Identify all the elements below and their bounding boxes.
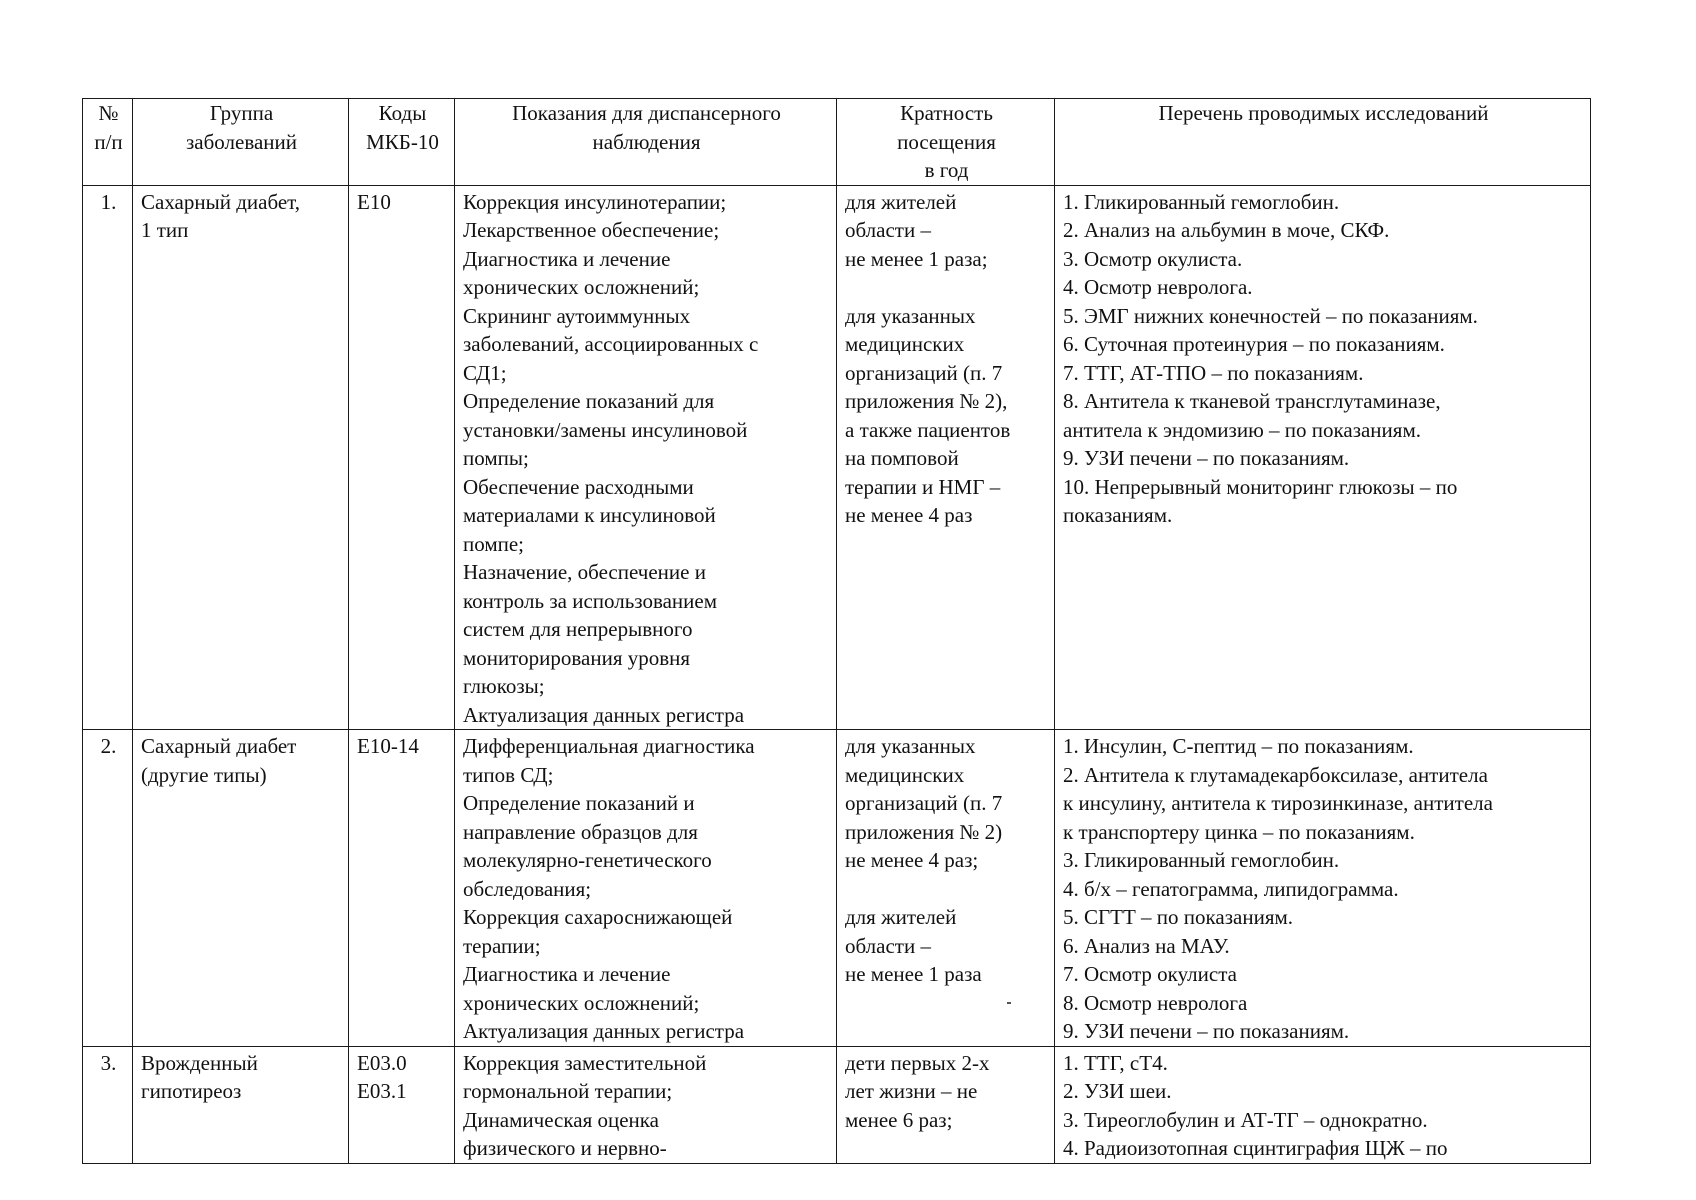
visit-frequency: дети первых 2-х лет жизни – не менее 6 раз; xyxy=(837,1046,1055,1163)
header-studies: Перечень проводимых исследований xyxy=(1055,99,1591,186)
indications: Коррекция инсулинотерапии; Лекарственное обеспечение; Диагностика и лечение хронических осложнений; Скрининг аутоиммунных заболеваний, ассоциированных с СД1; Определение показаний для установки/замены инсулиновой помпы; Обеспечение расходными материалами к инсулиновой помпе; Назначение, обеспечение и контроль за использованием систем для непрерывного мониторирования уровня глюкозы; Актуализация данных регистра xyxy=(455,185,837,730)
header-indications: Показания для диспансерного наблюдения xyxy=(455,99,837,186)
disease-group: Сахарный диабет (другие типы) xyxy=(133,730,349,1047)
header-group: Группа заболеваний xyxy=(133,99,349,186)
icd-codes: E03.0 E03.1 xyxy=(349,1046,455,1163)
icd-codes: E10-14 xyxy=(349,730,455,1047)
indications: Коррекция заместительной гормональной терапии; Динамическая оценка физического и нервно- xyxy=(455,1046,837,1163)
row-number: 3. xyxy=(83,1046,133,1163)
disease-group: Сахарный диабет, 1 тип xyxy=(133,185,349,730)
studies-list: 1. Инсулин, С-пептид – по показаниям. 2. Антитела к глутамадекарбоксилазе, антитела к инсулину, антитела к тирозинкиназе, антитела к транспортеру цинка – по показаниям. 3. Гликированный гемоглобин. 4. б/х – гепатограмма, липидограмма. 5. СГТТ – по показаниям. 6. Анализ на МАУ. 7. Осмотр окулиста 8. Осмотр невролога 9. УЗИ печени – по показаниям. xyxy=(1055,730,1591,1047)
visit-frequency: для жителей области – не менее 1 раза; для указанных медицинских организаций (п. 7 приложения № 2), а также пациентов на помповой терапии и НМГ – не менее 4 раз xyxy=(837,185,1055,730)
dispensary-table xyxy=(82,98,1591,1164)
table-row xyxy=(83,185,1591,730)
studies-list: 1. Гликированный гемоглобин. 2. Анализ на альбумин в моче, СКФ. 3. Осмотр окулиста. 4. Осмотр невролога. 5. ЭМГ нижних конечностей – по показаниям. 6. Суточная протеинурия – по показаниям. 7. ТТГ, АТ-ТПО – по показаниям. 8. Антитела к тканевой трансглутаминазе, антитела к эндомизию – по показаниям. 9. УЗИ печени – по показаниям. 10. Непрерывный мониторинг глюкозы – по показаниям. xyxy=(1055,185,1591,730)
row-number: 1. xyxy=(83,185,133,730)
scan-mark xyxy=(1007,1002,1011,1004)
header-frequency: Кратность посещения в год xyxy=(837,99,1055,186)
table-row xyxy=(83,1046,1591,1163)
icd-codes: E10 xyxy=(349,185,455,730)
header-row xyxy=(83,99,1591,186)
studies-list: 1. ТТГ, сТ4. 2. УЗИ шеи. 3. Тиреоглобулин и АТ-ТГ – однократно. 4. Радиоизотопная сцинтиграфия ЩЖ – по xyxy=(1055,1046,1591,1163)
disease-group: Врожденный гипотиреоз xyxy=(133,1046,349,1163)
indications: Дифференциальная диагностика типов СД; Определение показаний и направление образцов для молекулярно-генетического обследования; Коррекция сахароснижающей терапии; Диагностика и лечение хронических осложнений; Актуализация данных регистра xyxy=(455,730,837,1047)
row-number: 2. xyxy=(83,730,133,1047)
header-codes: Коды МКБ-10 xyxy=(349,99,455,186)
visit-frequency: для указанных медицинских организаций (п. 7 приложения № 2) не менее 4 раз; для жителей области – не менее 1 раза xyxy=(837,730,1055,1047)
header-num: № п/п xyxy=(83,99,133,186)
table-row xyxy=(83,730,1591,1047)
